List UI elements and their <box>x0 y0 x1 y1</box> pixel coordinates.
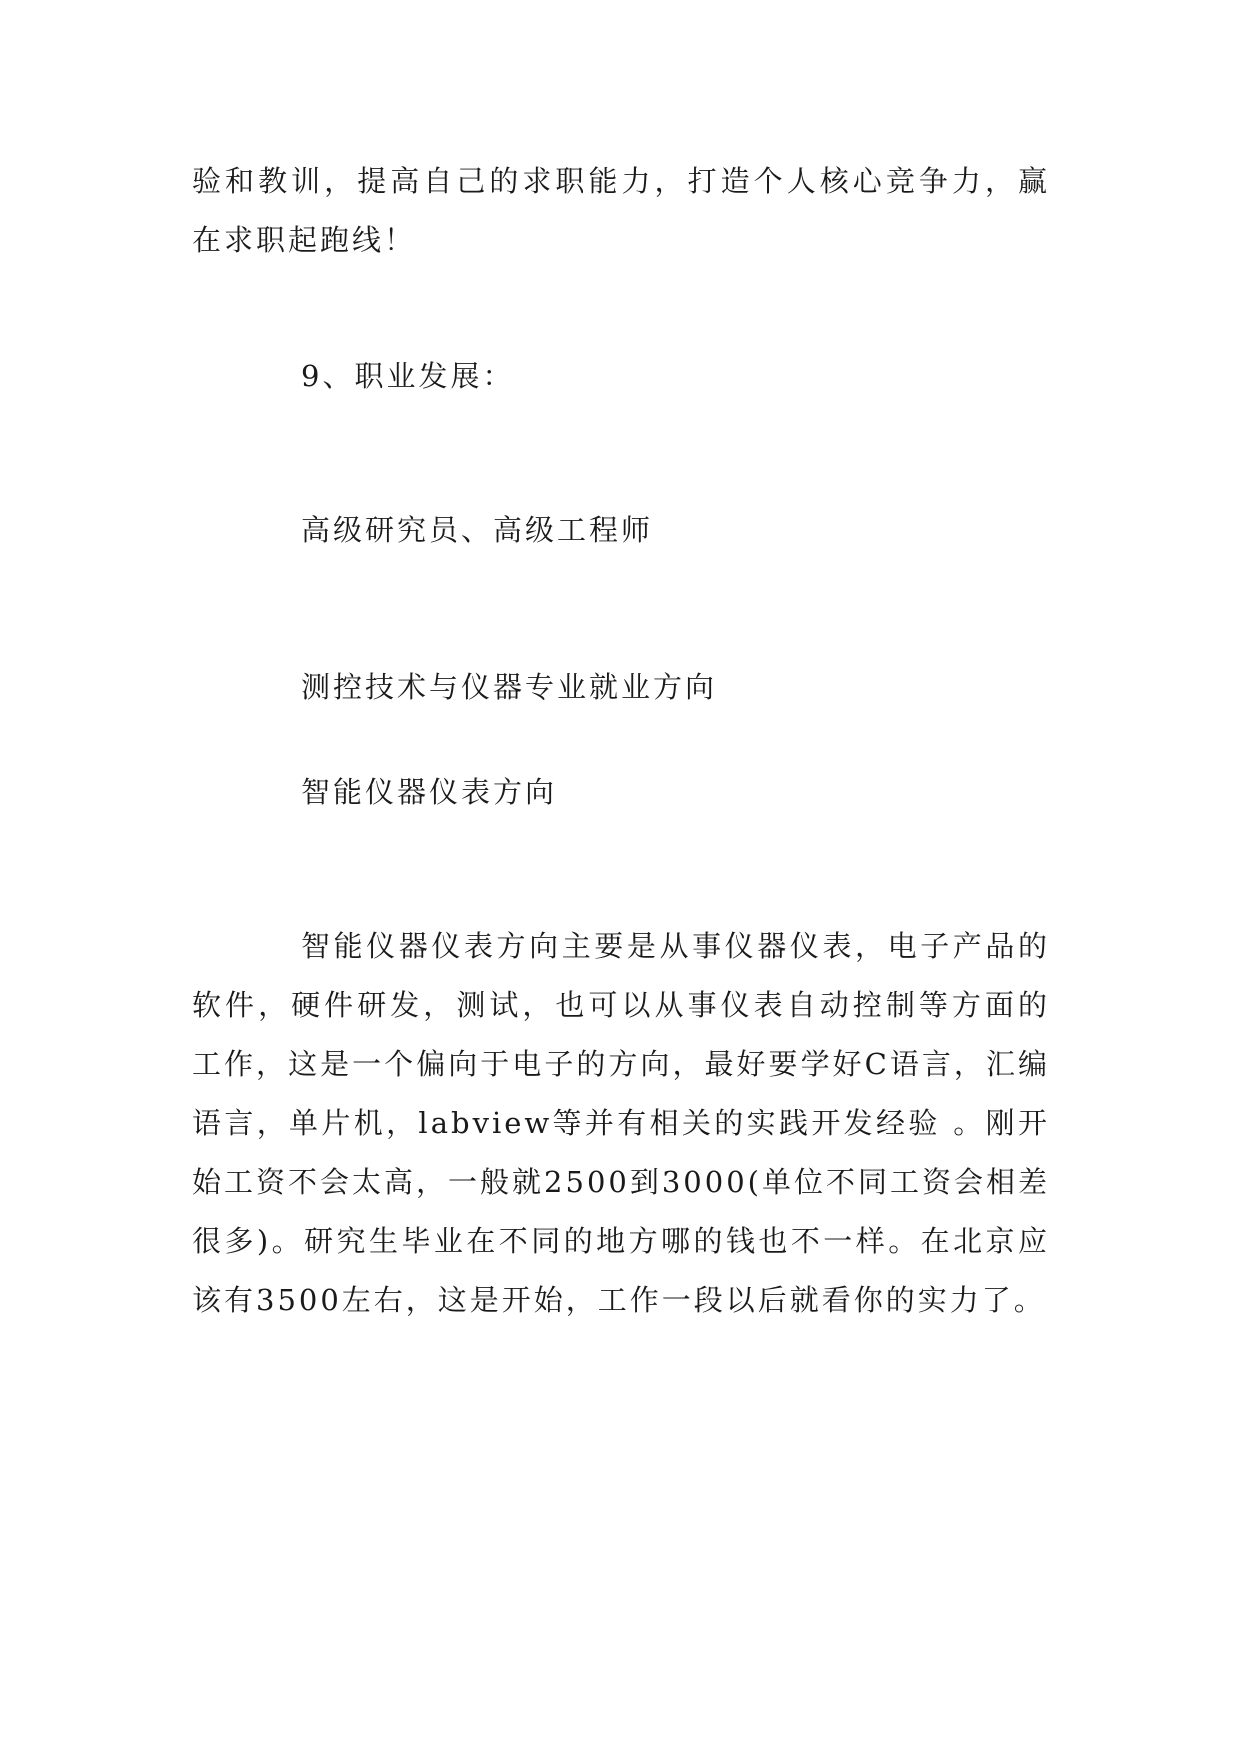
paragraph-career-titles: 高级研究员、高级工程师 <box>301 513 654 547</box>
paragraph-intelligent-instruments-body: 智能仪器仪表方向主要是从事仪器仪表，电子产品的软件，硬件研发，测试，也可以从事仪表自动控制等方面的工作，这是一个偏向于电子的方向，最好要学好C语言，汇编语言，单片机，labview等并有相关的实践开发经验 。刚开始工资不会太高，一般就2500到3000(单位不同工资会相差很多)。研究生毕业在不同的地方哪的钱也不一样。在北京应该有3500左右，这是开始，工作一段以后就看你的实力了。 <box>192 929 1050 1317</box>
section-heading-career-development: 9、职业发展： <box>301 359 515 393</box>
paragraph-continuation: 验和教训，提高自己的求职能力，打造个人核心竞争力，赢在求职起跑线！ <box>192 164 1050 257</box>
paragraph-employment-direction-title: 测控技术与仪器专业就业方向 <box>301 670 718 704</box>
paragraph-intelligent-instruments-title: 智能仪器仪表方向 <box>301 775 558 809</box>
